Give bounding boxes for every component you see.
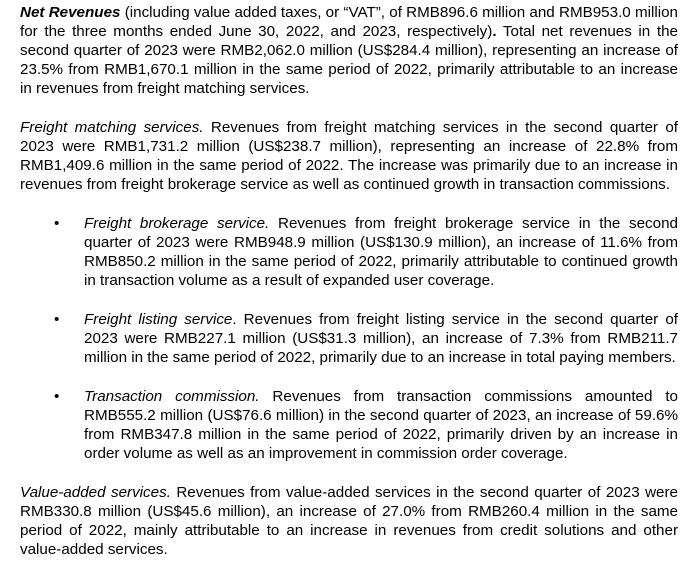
transaction-commission-heading: Transaction commission.: [84, 388, 260, 405]
freight-matching-bullet-list: [20, 214, 678, 463]
net-revenues-paragraph: [20, 3, 678, 98]
freight-matching-heading: Freight matching services.: [20, 119, 204, 136]
value-added-text: Revenues from value-added services in the second quarter of 2023 were RMB330.8 million (US$45.6 million), an increase of 27.0% from RMB260.4 million in the same period of 2022, mainly attributable to an increase in revenues from credit solutions and other value-added services.: [20, 484, 678, 558]
net-revenues-heading: Net Revenues: [20, 4, 121, 21]
net-revenues-text-1: (including value added taxes, or “VAT”, of RMB896.6 million and RMB953.0 million for the three months ended June 30, 2022, and 2023, respectively): [20, 4, 679, 40]
net-revenues-text-2: Total net revenues in the second quarter of 2023 were RMB2,062.0 million (US$284.4 million), representing an increase of 23.5% from RMB1,670.1 million in the same period of 2022, primarily attributable to an increase in revenues from freight matching services.: [20, 23, 678, 97]
value-added-paragraph: [20, 483, 678, 559]
freight-brokerage-heading: Freight brokerage service.: [84, 215, 270, 232]
transaction-commission-text: Revenues from transaction commissions amounted to RMB555.2 million (US$76.6 million) in the second quarter of 2023, an increase of 59.6% from RMB347.8 million in the same period of 2022, primarily driven by an increase in order volume as well as an improvement in commission order coverage.: [84, 388, 678, 462]
bullet-transaction-commission: [54, 387, 678, 463]
net-revenues-period: .: [492, 23, 497, 40]
freight-brokerage-text: Revenues from freight brokerage service in the second quarter of 2023 were RMB948.9 million (US$130.9 million), an increase of 11.6% from RMB850.2 million in the same period of 2022, primarily attributable to continued growth in transaction volume as a result of expanded user coverage.: [84, 215, 678, 289]
freight-matching-text: Revenues from freight matching services in the second quarter of 2023 were RMB1,731.2 million (US$238.7 million), representing an increase of 22.8% from RMB1,409.6 million in the same period of 2022. The increase was primarily due to an increase in revenues from freight brokerage service as well as continued growth in transaction commissions.: [20, 119, 678, 193]
bullet-freight-listing: [54, 310, 678, 367]
freight-matching-paragraph: [20, 118, 678, 194]
bullet-marker: •: [54, 311, 60, 328]
value-added-heading: Value-added services.: [20, 484, 171, 501]
bullet-marker: •: [54, 215, 60, 232]
bullet-freight-brokerage: [54, 214, 678, 290]
freight-listing-text: . Revenues from freight listing service in the second quarter of 2023 were RMB227.1 million (US$31.3 million), an increase of 7.3% from RMB211.7 million in the same period of 2022, primarily due to an increase in total paying members.: [84, 311, 678, 366]
freight-listing-heading: Freight listing service: [84, 311, 233, 328]
bullet-marker: •: [54, 388, 60, 405]
